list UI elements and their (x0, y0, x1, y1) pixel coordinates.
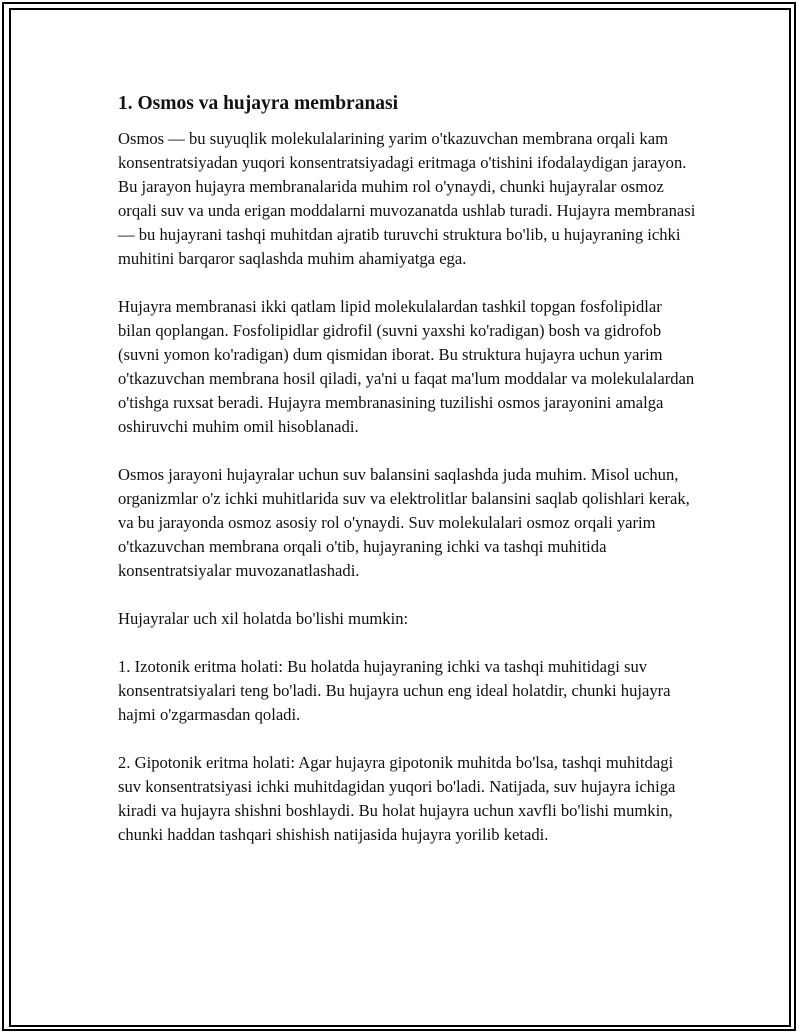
paragraph-isotonic: 1. Izotonik eritma holati: Bu holatda hujayraning ichki va tashqi muhitidagi suv konsentratsiyalari teng bo'ladi. Bu hujayra uchun eng ideal holatdir, chunki hujayra hajmi o'zgarmasdan qoladi. (118, 657, 671, 724)
paragraph-membrane-structure: Hujayra membranasi ikki qatlam lipid molekulalardan tashkil topgan fosfolipidlar bilan qoplangan. Fosfolipidlar gidrofil (suvni yaxshi ko'radigan) bosh va gidrofob (suvni yomon ko'radigan) dum qismidan iborat. Bu struktura hujayra uchun yarim o'tkazuvchan membrana hosil qiladi, ya'ni u faqat ma'lum moddalar va molekulalardan o'tishga ruxsat beradi. Hujayra membranasining tuzilishi osmos jarayonini amalga oshiruvchi muhim omil hisoblanadi. (118, 297, 695, 436)
document-body (118, 91, 698, 871)
paragraph-osmos-definition: Osmos — bu suyuqlik molekulalarining yarim o'tkazuvchan membrana orqali kam konsentratsiyadan yuqori konsentratsiyadagi eritmaga o'tishini ifodalaydigan jarayon. Bu jarayon hujayra membranalarida muhim rol o'ynaydi, chunki hujayralar osmoz orqali suv va unda erigan moddalarni muvozanatda ushlab turadi. Hujayra membranasi — bu hujayrani tashqi muhitdan ajratib turuvchi struktura bo'lib, u hujayraning ichki muhitini barqaror saqlashda muhim ahamiyatga ega. (118, 129, 696, 268)
paragraph-cell-states-intro: Hujayralar uch xil holatda bo'lishi mumkin: (118, 609, 409, 628)
paragraph-hypotonic: 2. Gipotonik eritma holati: Agar hujayra gipotonik muhitda bo'lsa, tashqi muhitdagi suv konsentratsiyasi ichki muhitdagidan yuqori bo'ladi. Natijada, suv hujayra ichiga kiradi va hujayra shishni boshlaydi. Bu holat hujayra uchun xavfli bo'lishi mumkin, chunki haddan tashqari shishish natijasida hujayra yorilib ketadi. (118, 753, 676, 844)
section-heading: 1. Osmos va hujayra membranasi (118, 93, 399, 114)
paragraph-water-balance: Osmos jarayoni hujayralar uchun suv balansini saqlashda juda muhim. Misol uchun, organizmlar o'z ichki muhitlarida suv va elektrolitlar balansini saqlab qolishlari kerak, va bu jarayonda osmoz asosiy rol o'ynaydi. Suv molekulalari osmoz orqali yarim o'tkazuvchan membrana orqali o'tib, hujayraning ichki va tashqi muhitida konsentratsiyalar muvozanatlashadi. (118, 465, 690, 580)
